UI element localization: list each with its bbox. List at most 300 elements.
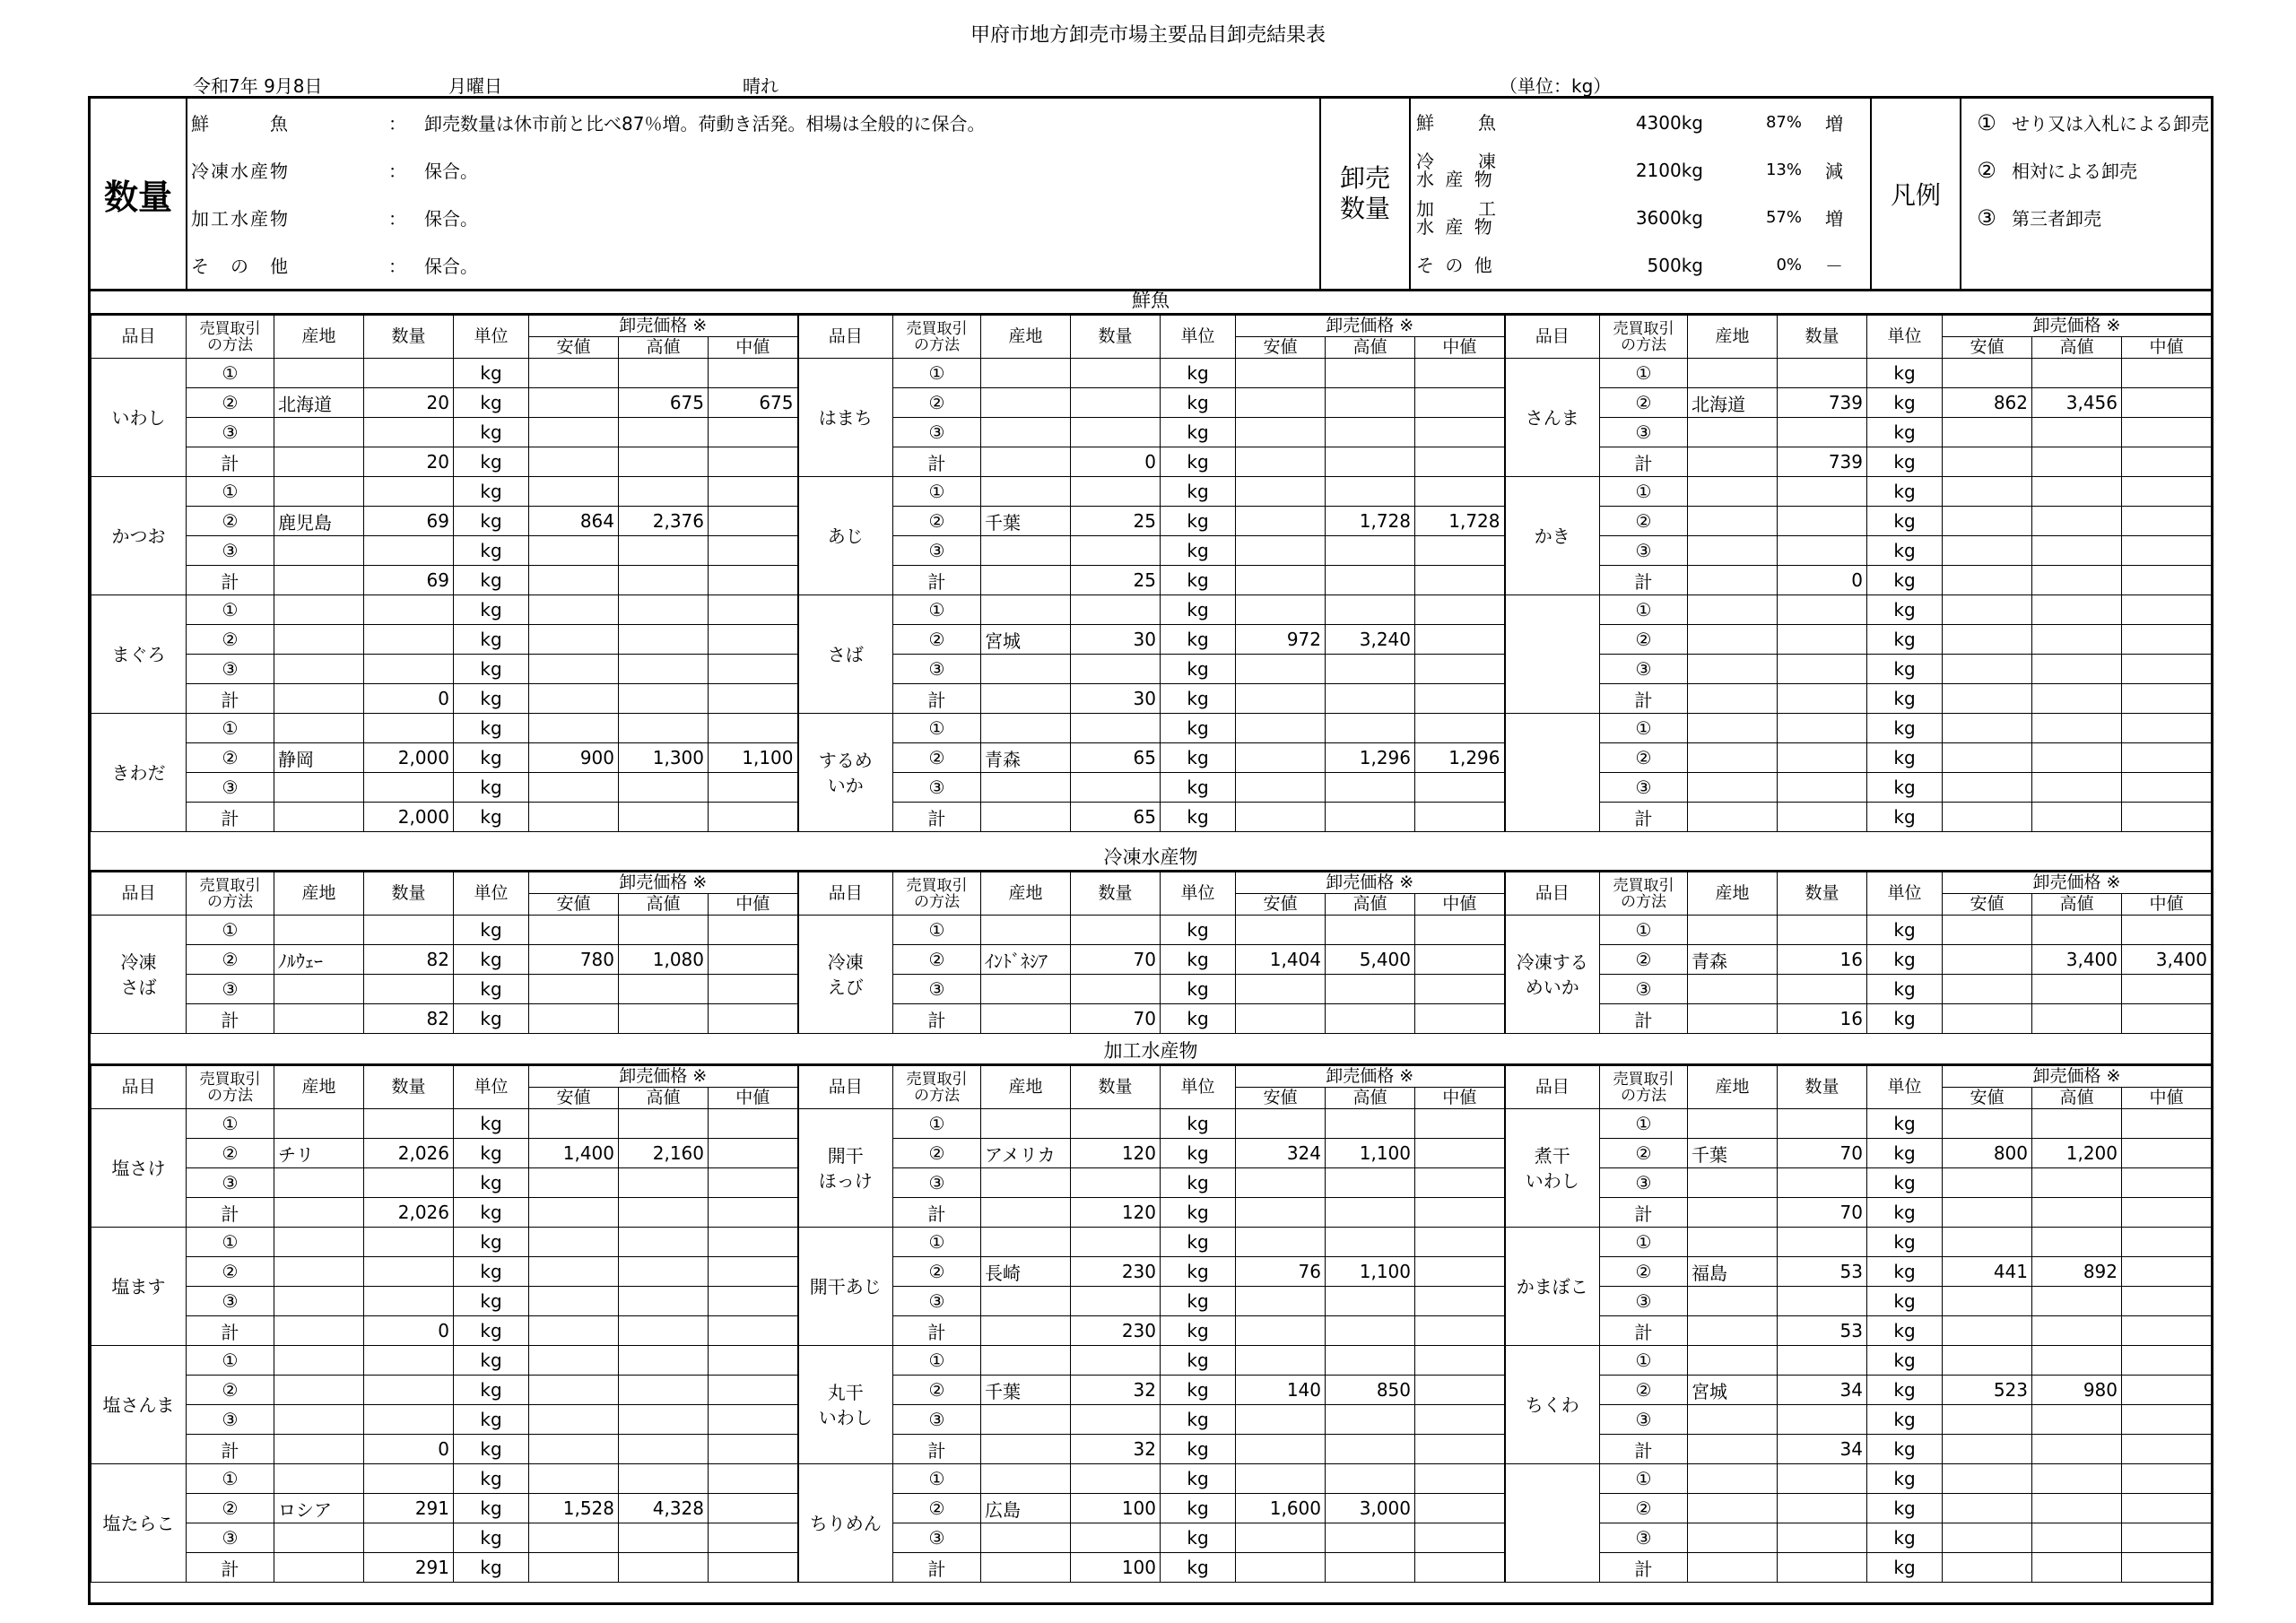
- price-low-cell: [1236, 655, 1326, 684]
- header-method: 売買取引 の方法: [893, 1066, 981, 1109]
- price-high-cell: [2032, 1109, 2122, 1139]
- header-unit: 単位: [1161, 316, 1236, 359]
- origin-cell: [274, 595, 364, 625]
- method-mark: ①: [1600, 1109, 1688, 1139]
- method-mark: ①: [187, 916, 274, 945]
- price-high-cell: [1326, 1405, 1415, 1435]
- origin-cell: [274, 1004, 364, 1034]
- origin-cell: [1688, 477, 1778, 507]
- unit-cell: kg: [1867, 595, 1943, 625]
- origin-cell: [981, 1464, 1071, 1494]
- table-row: [91, 945, 2212, 975]
- origin-cell: [981, 803, 1071, 832]
- item-name: 塩さけ: [91, 1109, 187, 1228]
- price-high-cell: [619, 1004, 709, 1034]
- price-mid-cell: [1415, 975, 1505, 1004]
- price-high-cell: 1,300: [619, 743, 709, 773]
- price-high-cell: [2032, 1287, 2122, 1316]
- price-low-cell: [1943, 1553, 2032, 1583]
- origin-cell: [1688, 684, 1778, 714]
- origin-cell: [1688, 655, 1778, 684]
- section-heading: 鮮魚: [91, 289, 2211, 315]
- quantity-cell: [364, 595, 454, 625]
- summary-row: [187, 146, 1319, 194]
- price-high-cell: [2032, 595, 2122, 625]
- price-low-cell: [1943, 1435, 2032, 1464]
- method-mark: ①: [187, 477, 274, 507]
- method-mark: ②: [1600, 388, 1688, 418]
- unit-cell: kg: [454, 1109, 529, 1139]
- origin-cell: [274, 1168, 364, 1198]
- unit-cell: kg: [454, 477, 529, 507]
- unit-cell: kg: [454, 1139, 529, 1168]
- price-low-cell: [1236, 1109, 1326, 1139]
- price-mid-cell: [2122, 1228, 2212, 1257]
- price-mid-cell: [2122, 975, 2212, 1004]
- price-low-cell: [1236, 1553, 1326, 1583]
- legend-text: せり又は入札による卸売: [2012, 113, 2209, 135]
- price-high-cell: [2032, 655, 2122, 684]
- method-mark: ③: [1600, 1523, 1688, 1553]
- method-mark: ②: [1600, 743, 1688, 773]
- price-high-cell: [2032, 1435, 2122, 1464]
- table-row: [91, 743, 2212, 773]
- volume-percent: 0%: [1776, 256, 1802, 274]
- header-item: 品目: [91, 1066, 187, 1109]
- price-high-cell: [619, 477, 709, 507]
- price-high-cell: [619, 566, 709, 595]
- price-low-cell: [529, 595, 619, 625]
- price-low-cell: [529, 1435, 619, 1464]
- origin-cell: [274, 1228, 364, 1257]
- header-high: 高値: [619, 894, 709, 916]
- price-low-cell: [1236, 595, 1326, 625]
- unit-cell: kg: [1867, 1494, 1943, 1523]
- method-mark: ③: [893, 418, 981, 447]
- price-low-cell: [529, 1168, 619, 1198]
- item-name: [1505, 595, 1600, 714]
- price-high-cell: [619, 1346, 709, 1376]
- item-name: 開干 ほっけ: [798, 1109, 893, 1228]
- price-low-cell: [1236, 1464, 1326, 1494]
- origin-cell: 青森: [981, 743, 1071, 773]
- origin-cell: [981, 1287, 1071, 1316]
- price-high-cell: [2032, 1464, 2122, 1494]
- price-high-cell: [1326, 1287, 1415, 1316]
- unit-cell: kg: [454, 1553, 529, 1583]
- unit-cell: kg: [1161, 916, 1236, 945]
- price-low-cell: 1,600: [1236, 1494, 1326, 1523]
- price-low-cell: [529, 975, 619, 1004]
- quantity-cell: [1778, 507, 1867, 536]
- price-mid-cell: [709, 714, 798, 743]
- origin-cell: [981, 1228, 1071, 1257]
- price-mid-cell: [709, 1523, 798, 1553]
- price-high-cell: [2032, 536, 2122, 566]
- price-high-cell: [619, 1168, 709, 1198]
- price-mid-cell: [2122, 1168, 2212, 1198]
- unit-cell: kg: [1867, 507, 1943, 536]
- quantity-cell: [1071, 916, 1161, 945]
- price-low-cell: [1943, 1228, 2032, 1257]
- origin-cell: [981, 975, 1071, 1004]
- price-low-cell: [529, 625, 619, 655]
- price-mid-cell: [1415, 625, 1505, 655]
- unit-cell: kg: [1161, 388, 1236, 418]
- quantity-cell: 70: [1071, 945, 1161, 975]
- quantity-cell: 0: [1071, 447, 1161, 477]
- origin-cell: [981, 536, 1071, 566]
- quantity-cell: [364, 625, 454, 655]
- origin-cell: [274, 655, 364, 684]
- price-low-cell: [1236, 975, 1326, 1004]
- price-high-cell: [619, 595, 709, 625]
- legend-text: 第三者卸売: [2012, 208, 2101, 230]
- method-mark: ②: [1600, 1257, 1688, 1287]
- price-low-cell: [529, 388, 619, 418]
- quantity-cell: [1778, 773, 1867, 803]
- unit-cell: kg: [1867, 655, 1943, 684]
- header-price: 卸売価格 ※: [1236, 1066, 1505, 1088]
- volume-row: [1411, 99, 1870, 146]
- price-low-cell: 1,400: [529, 1139, 619, 1168]
- quantity-cell: [1778, 1464, 1867, 1494]
- quantity-cell: 2,026: [364, 1139, 454, 1168]
- origin-cell: [981, 1316, 1071, 1346]
- price-high-cell: [1326, 1316, 1415, 1346]
- quantity-cell: [1778, 359, 1867, 388]
- price-low-cell: [1236, 566, 1326, 595]
- method-mark: 計: [893, 1004, 981, 1034]
- header-mid: 中値: [709, 1088, 798, 1109]
- price-mid-cell: [1415, 1346, 1505, 1376]
- origin-cell: ロシア: [274, 1494, 364, 1523]
- quantity-cell: [1778, 916, 1867, 945]
- origin-cell: [274, 803, 364, 832]
- method-mark: ③: [1600, 1287, 1688, 1316]
- price-mid-cell: [1415, 945, 1505, 975]
- quantity-cell: [1778, 975, 1867, 1004]
- unit-cell: kg: [454, 1228, 529, 1257]
- volume-kg: 4300kg: [1635, 111, 1703, 134]
- quantity-cell: [364, 1287, 454, 1316]
- price-mid-cell: [1415, 418, 1505, 447]
- price-low-cell: [1236, 536, 1326, 566]
- price-mid-cell: [2122, 388, 2212, 418]
- header-high: 高値: [619, 1088, 709, 1109]
- unit-cell: kg: [1867, 1139, 1943, 1168]
- method-mark: ①: [1600, 359, 1688, 388]
- quantity-cell: [1778, 714, 1867, 743]
- unit-cell: kg: [454, 1405, 529, 1435]
- volume-direction: 減: [1825, 161, 1843, 182]
- summary-category: そ の 他: [191, 256, 290, 277]
- item-name: かまぼこ: [1505, 1228, 1600, 1346]
- price-low-cell: [1943, 595, 2032, 625]
- quantity-cell: 25: [1071, 566, 1161, 595]
- item-name: 塩たらこ: [91, 1464, 187, 1583]
- method-mark: ①: [1600, 1346, 1688, 1376]
- price-high-cell: [2032, 1004, 2122, 1034]
- quantity-cell: 0: [364, 1435, 454, 1464]
- method-mark: ②: [893, 625, 981, 655]
- origin-cell: [274, 625, 364, 655]
- price-mid-cell: [1415, 1139, 1505, 1168]
- volume-direction: 増: [1825, 113, 1843, 135]
- origin-cell: [274, 566, 364, 595]
- unit-cell: kg: [1161, 945, 1236, 975]
- unit-cell: kg: [454, 945, 529, 975]
- price-mid-cell: [2122, 1257, 2212, 1287]
- method-mark: ③: [187, 655, 274, 684]
- price-low-cell: 800: [1943, 1139, 2032, 1168]
- method-mark: ①: [187, 359, 274, 388]
- method-mark: ③: [1600, 418, 1688, 447]
- price-low-cell: [1236, 1435, 1326, 1464]
- quantity-cell: [364, 773, 454, 803]
- origin-cell: [274, 1346, 364, 1376]
- header-quantity: 数量: [364, 1066, 454, 1109]
- header-origin: 産地: [274, 316, 364, 359]
- table-row: [91, 1405, 2212, 1435]
- unit-cell: kg: [1867, 418, 1943, 447]
- price-high-cell: [619, 1109, 709, 1139]
- unit-cell: kg: [1161, 1228, 1236, 1257]
- table-row: [91, 684, 2212, 714]
- method-mark: ②: [1600, 1139, 1688, 1168]
- method-mark: ③: [1600, 655, 1688, 684]
- method-mark: ③: [1600, 1405, 1688, 1435]
- price-mid-cell: [2122, 1316, 2212, 1346]
- item-name: まぐろ: [91, 595, 187, 714]
- summary-colon: ：: [388, 161, 406, 182]
- table-row: [91, 1553, 2212, 1583]
- unit-cell: kg: [1867, 566, 1943, 595]
- price-mid-cell: [2122, 1287, 2212, 1316]
- price-low-cell: [1236, 1168, 1326, 1198]
- unit-cell: kg: [1161, 418, 1236, 447]
- price-mid-cell: [1415, 1109, 1505, 1139]
- method-mark: 計: [1600, 447, 1688, 477]
- price-low-cell: [1943, 536, 2032, 566]
- price-mid-cell: 1,100: [709, 743, 798, 773]
- price-high-cell: [2032, 803, 2122, 832]
- price-low-cell: [529, 684, 619, 714]
- item-name: いわし: [91, 359, 187, 477]
- unit-cell: kg: [454, 388, 529, 418]
- method-mark: 計: [187, 803, 274, 832]
- volume-percent: 57%: [1765, 208, 1802, 227]
- origin-cell: [1688, 1523, 1778, 1553]
- table-row: [91, 1346, 2212, 1376]
- price-high-cell: 1,100: [1326, 1139, 1415, 1168]
- origin-cell: [981, 1523, 1071, 1553]
- price-high-cell: [2032, 743, 2122, 773]
- origin-cell: [981, 595, 1071, 625]
- quantity-cell: 739: [1778, 388, 1867, 418]
- price-low-cell: [1236, 1004, 1326, 1034]
- quantity-cell: 70: [1071, 1004, 1161, 1034]
- method-mark: ①: [187, 1464, 274, 1494]
- volume-percent: 87%: [1765, 113, 1802, 132]
- method-mark: ③: [893, 536, 981, 566]
- price-high-cell: [2032, 714, 2122, 743]
- price-mid-cell: [2122, 566, 2212, 595]
- unit-cell: kg: [1161, 1376, 1236, 1405]
- price-low-cell: [1943, 1109, 2032, 1139]
- price-low-cell: [1943, 945, 2032, 975]
- method-mark: ①: [1600, 595, 1688, 625]
- origin-cell: [1688, 743, 1778, 773]
- header-origin: 産地: [981, 1066, 1071, 1109]
- summary-category: 冷凍水産物: [191, 161, 290, 182]
- header-high: 高値: [2032, 1088, 2122, 1109]
- price-high-cell: [1326, 684, 1415, 714]
- method-mark: ①: [187, 1109, 274, 1139]
- header-unit: 単位: [1867, 1066, 1943, 1109]
- unit-cell: kg: [1867, 803, 1943, 832]
- section-table: [91, 872, 2212, 1034]
- legend-row: [1961, 146, 2211, 194]
- price-mid-cell: [1415, 566, 1505, 595]
- unit-cell: kg: [1867, 1435, 1943, 1464]
- method-mark: ③: [893, 1523, 981, 1553]
- header-method: 売買取引 の方法: [187, 1066, 274, 1109]
- method-mark: 計: [1600, 1198, 1688, 1228]
- header-high: 高値: [2032, 894, 2122, 916]
- quantity-cell: 291: [364, 1494, 454, 1523]
- table-row: [91, 1139, 2212, 1168]
- quantity-cell: 2,000: [364, 803, 454, 832]
- quantity-cell: [1071, 359, 1161, 388]
- unit-cell: kg: [1867, 388, 1943, 418]
- table-row: [91, 1376, 2212, 1405]
- origin-cell: [981, 447, 1071, 477]
- price-mid-cell: [1415, 447, 1505, 477]
- unit-cell: kg: [454, 714, 529, 743]
- quantity-cell: [1778, 1287, 1867, 1316]
- method-mark: 計: [1600, 1435, 1688, 1464]
- origin-cell: [981, 1346, 1071, 1376]
- quantity-cell: 291: [364, 1553, 454, 1583]
- price-high-cell: 2,160: [619, 1139, 709, 1168]
- origin-cell: アメリカ: [981, 1139, 1071, 1168]
- method-mark: ③: [187, 773, 274, 803]
- price-low-cell: [1943, 359, 2032, 388]
- item-name: きわだ: [91, 714, 187, 832]
- method-mark: ①: [893, 714, 981, 743]
- price-low-cell: [529, 1523, 619, 1553]
- header-origin: 産地: [1688, 316, 1778, 359]
- price-high-cell: 2,376: [619, 507, 709, 536]
- origin-cell: 広島: [981, 1494, 1071, 1523]
- price-mid-cell: [709, 684, 798, 714]
- quantity-cell: [1071, 536, 1161, 566]
- method-mark: ③: [1600, 975, 1688, 1004]
- price-low-cell: 1,404: [1236, 945, 1326, 975]
- unit-cell: kg: [1867, 359, 1943, 388]
- price-low-cell: [1943, 714, 2032, 743]
- quantity-cell: [1778, 1523, 1867, 1553]
- quantity-cell: [1778, 1109, 1867, 1139]
- volume-row: [1411, 146, 1870, 194]
- origin-cell: [981, 1109, 1071, 1139]
- header-price: 卸売価格 ※: [1943, 1066, 2212, 1088]
- table-row: [91, 655, 2212, 684]
- method-mark: 計: [893, 1553, 981, 1583]
- origin-cell: [274, 1435, 364, 1464]
- table-row: [91, 1228, 2212, 1257]
- price-low-cell: 972: [1236, 625, 1326, 655]
- price-mid-cell: [1415, 1316, 1505, 1346]
- price-mid-cell: [709, 536, 798, 566]
- unit-cell: kg: [454, 1198, 529, 1228]
- header-item: 品目: [91, 872, 187, 916]
- summary-rows: [187, 99, 1321, 289]
- method-mark: 計: [893, 684, 981, 714]
- method-mark: ②: [187, 1139, 274, 1168]
- header-method: 売買取引 の方法: [187, 316, 274, 359]
- origin-cell: 北海道: [274, 388, 364, 418]
- unit-cell: kg: [1161, 655, 1236, 684]
- unit-cell: kg: [1867, 625, 1943, 655]
- unit-cell: kg: [454, 1376, 529, 1405]
- table-row: [91, 1494, 2212, 1523]
- price-mid-cell: [2122, 447, 2212, 477]
- origin-cell: [1688, 1405, 1778, 1435]
- quantity-cell: [1778, 684, 1867, 714]
- unit-cell: kg: [1161, 507, 1236, 536]
- summary-row: [187, 194, 1319, 241]
- header-price: 卸売価格 ※: [529, 1066, 798, 1088]
- price-high-cell: [1326, 388, 1415, 418]
- price-mid-cell: [2122, 1376, 2212, 1405]
- unit-cell: kg: [454, 803, 529, 832]
- price-low-cell: 441: [1943, 1257, 2032, 1287]
- price-mid-cell: [1415, 1435, 1505, 1464]
- legend-row: [1961, 99, 2211, 146]
- price-high-cell: [619, 975, 709, 1004]
- volume-label: 卸売 数量: [1321, 99, 1411, 289]
- table-row: [91, 1464, 2212, 1494]
- unit-cell: kg: [1161, 684, 1236, 714]
- price-low-cell: [529, 655, 619, 684]
- origin-cell: 千葉: [981, 507, 1071, 536]
- price-low-cell: [529, 1464, 619, 1494]
- price-low-cell: [1236, 1198, 1326, 1228]
- method-mark: ③: [1600, 1168, 1688, 1198]
- price-low-cell: [1943, 975, 2032, 1004]
- unit-cell: kg: [1867, 1405, 1943, 1435]
- price-high-cell: 850: [1326, 1376, 1415, 1405]
- price-low-cell: [1236, 803, 1326, 832]
- unit-cell: kg: [454, 916, 529, 945]
- origin-cell: 宮城: [1688, 1376, 1778, 1405]
- header-origin: 産地: [981, 872, 1071, 916]
- method-mark: ②: [893, 945, 981, 975]
- table-row: [91, 1287, 2212, 1316]
- header-method: 売買取引 の方法: [1600, 316, 1688, 359]
- method-mark: ②: [1600, 625, 1688, 655]
- header-origin: 産地: [981, 316, 1071, 359]
- price-mid-cell: [709, 945, 798, 975]
- price-low-cell: [529, 1198, 619, 1228]
- header-method: 売買取引 の方法: [187, 872, 274, 916]
- price-mid-cell: [1415, 916, 1505, 945]
- price-high-cell: [1326, 1228, 1415, 1257]
- origin-cell: チリ: [274, 1139, 364, 1168]
- price-high-cell: 4,328: [619, 1494, 709, 1523]
